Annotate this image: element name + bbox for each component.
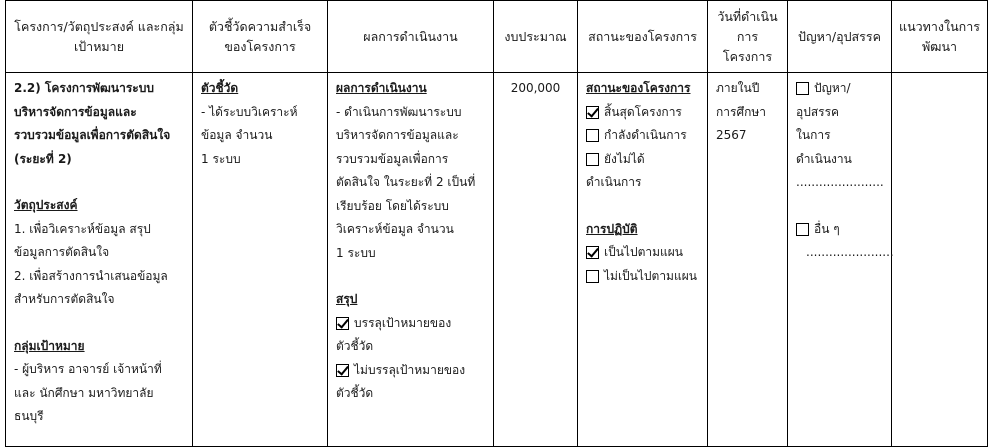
problem-option-label: ปัญหา/ [814,81,851,95]
indicator-cell [193,73,328,447]
problem-fill-line: ....................... [806,245,894,259]
spacer [586,195,699,218]
summary-option-label: บรรลุเป้าหมายของ [354,315,452,330]
result-cell [328,73,494,447]
problem-option-line: อุปสรรค [796,104,840,119]
header-project: โครงการ/วัตถุประสงค์ และกลุ่มเป้าหมาย [6,1,193,73]
checkbox-not-started[interactable] [586,153,599,166]
target-line: - ผู้บริหาร อาจารย์ เจ้าหน้าที่ [14,362,162,376]
checkbox-obstacle[interactable] [796,82,809,95]
status-heading: สถานะของโครงการ [586,81,691,95]
summary-option-label-cont: ตัวชี้วัด [336,339,374,353]
project-title-line: (ระยะที่ 2) [14,151,72,166]
project-row [6,73,988,447]
status-option-label: กำลังดำเนินการ [604,128,687,142]
checkbox-not-achieved[interactable] [336,364,349,377]
header-status: สถานะของโครงการ [578,1,708,73]
target-line: และ นักศึกษา มหาวิทยาลัย [14,385,154,400]
date-line: ภายในปี [716,81,760,95]
checkbox-other[interactable] [796,223,809,236]
result-line: 1 ระบบ [336,245,376,260]
date-line: การศึกษา [716,104,766,119]
status-cell [578,73,708,447]
header-row [6,1,988,73]
report-table-container [5,0,987,447]
status-option-completed[interactable] [586,101,699,125]
practice-option-off-plan[interactable] [586,265,699,289]
project-cell [6,73,193,447]
indicator-line: - ได้ระบบวิเคราะห์ [201,104,298,119]
checkbox-in-progress[interactable] [586,129,599,142]
practice-option-label: เป็นไปตามแผน [604,245,683,259]
checkbox-on-plan[interactable] [586,246,599,259]
problem-cell [788,73,892,447]
objective-line: 1. เพื่อวิเคราะห์ข้อมูล สรุป [14,221,151,236]
summary-option-achieved[interactable] [336,312,485,336]
date-line: 2567 [716,128,747,142]
header-result: ผลการดำเนินงาน [328,1,494,73]
project-report-table [5,0,988,447]
indicator-line: ข้อมูล จำนวน [201,128,273,142]
objective-heading: วัตถุประสงค์ [14,198,78,212]
result-line: วิเคราะห์ข้อมูล จำนวน [336,222,454,236]
status-option-continuation: ดำเนินการ [586,175,642,189]
checkbox-off-plan[interactable] [586,270,599,283]
problem-fill-line: ....................... [796,175,884,189]
problem-option-line: ในการ [796,128,831,142]
header-budget: งบประมาณ [494,1,578,73]
budget-cell [494,73,578,447]
spacer [14,312,184,335]
project-title-line: บริหารจัดการข้อมูลและ [14,104,137,119]
header-guideline: แนวทางในการพัฒนา [892,1,988,73]
spacer [796,195,883,218]
project-title-line: 2.2) โครงการพัฒนาระบบ [14,81,154,95]
result-heading: ผลการดำเนินงาน [336,81,427,95]
practice-option-label: ไม่เป็นไปตามแผน [604,268,697,283]
problem-option-obstacle[interactable] [796,77,883,101]
status-option-in-progress[interactable] [586,124,699,148]
budget-value: 200,000 [510,81,561,95]
target-line: ธนบุรี [14,409,44,423]
indicator-heading: ตัวชี้วัด [201,81,239,95]
header-date: วันที่ดำเนินการโครงการ [708,1,788,73]
header-problem: ปัญหา/อุปสรรค [788,1,892,73]
summary-option-not-achieved[interactable] [336,359,485,383]
problem-option-other[interactable] [796,218,883,242]
indicator-line: 1 ระบบ [201,151,241,166]
spacer [14,171,184,194]
summary-option-label: ไม่บรรลุเป้าหมายของ [354,362,466,377]
problem-option-line: ดำเนินงาน [796,151,852,166]
summary-heading: สรุป [336,292,358,306]
result-line: บริหารจัดการข้อมูลและ [336,128,459,142]
practice-heading: การปฏิบัติ [586,221,638,236]
status-option-not-started[interactable] [586,148,699,172]
objective-line: สำหรับการตัดสินใจ [14,292,115,306]
objective-line: 2. เพื่อสร้างการนำเสนอข้อมูล [14,268,168,283]
status-option-label: สิ้นสุดโครงการ [604,104,682,119]
result-line: ตัดสินใจ ในระยะที่ 2 เป็นที่ [336,175,476,189]
result-line: - ดำเนินการพัฒนาระบบ [336,104,462,119]
result-line: เรียบร้อย โดยได้ระบบ [336,198,449,213]
checkbox-completed[interactable] [586,106,599,119]
status-option-label: ยังไม่ได้ [604,151,645,166]
checkbox-achieved[interactable] [336,317,349,330]
target-heading: กลุ่มเป้าหมาย [14,338,85,353]
header-indicator: ตัวชี้วัดความสำเร็จของโครงการ [193,1,328,73]
problem-option-label: อื่น ๆ [814,221,840,236]
date-cell [708,73,788,447]
summary-option-label-cont: ตัวชี้วัด [336,386,374,400]
result-line: รวบรวมข้อมูลเพื่อการ [336,151,449,166]
guideline-cell [892,73,988,447]
practice-option-on-plan[interactable] [586,241,699,265]
project-title-line: รวบรวมข้อมูลเพื่อการตัดสินใจ [14,128,171,142]
spacer [336,265,485,288]
objective-line: ข้อมูลการตัดสินใจ [14,245,110,259]
